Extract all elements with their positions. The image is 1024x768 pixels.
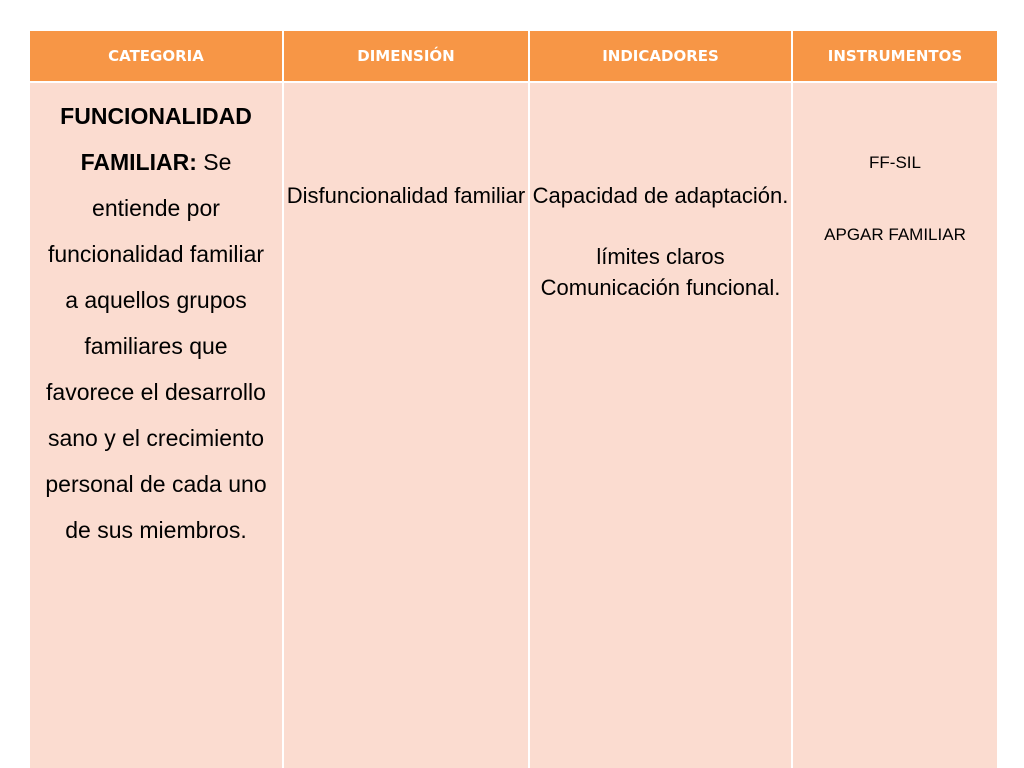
- header-categoria: CATEGORIA: [29, 30, 283, 82]
- table-row: [29, 82, 998, 768]
- indicador-adaptacion: Capacidad de adaptación.: [532, 183, 789, 208]
- cell-dimension: Disfuncionalidad familiar: [283, 82, 529, 768]
- header-dimension: DIMENSIÓN: [283, 30, 529, 82]
- cell-indicadores: [529, 82, 792, 768]
- cell-categoria: [29, 82, 283, 768]
- categoria-definition: Se entiende por funcionalidad familiar a aquellos grupos familiares que favorece el desarrollo sano y el crecimiento personal de cada uno de sus miembros.: [45, 149, 267, 543]
- header-row: [29, 30, 998, 82]
- instrumento-ff-sil: FF-SIL: [869, 153, 921, 172]
- indicador-limites: límites claros Comunicación funcional.: [540, 244, 781, 300]
- header-indicadores: INDICADORES: [529, 30, 792, 82]
- header-instrumentos: INSTRUMENTOS: [792, 30, 998, 82]
- cell-instrumentos: [792, 82, 998, 768]
- categoria-term: FUNCIONALIDAD FAMILIAR:: [60, 103, 252, 175]
- instrumento-apgar: APGAR FAMILIAR: [824, 225, 966, 244]
- variables-table: [28, 29, 999, 768]
